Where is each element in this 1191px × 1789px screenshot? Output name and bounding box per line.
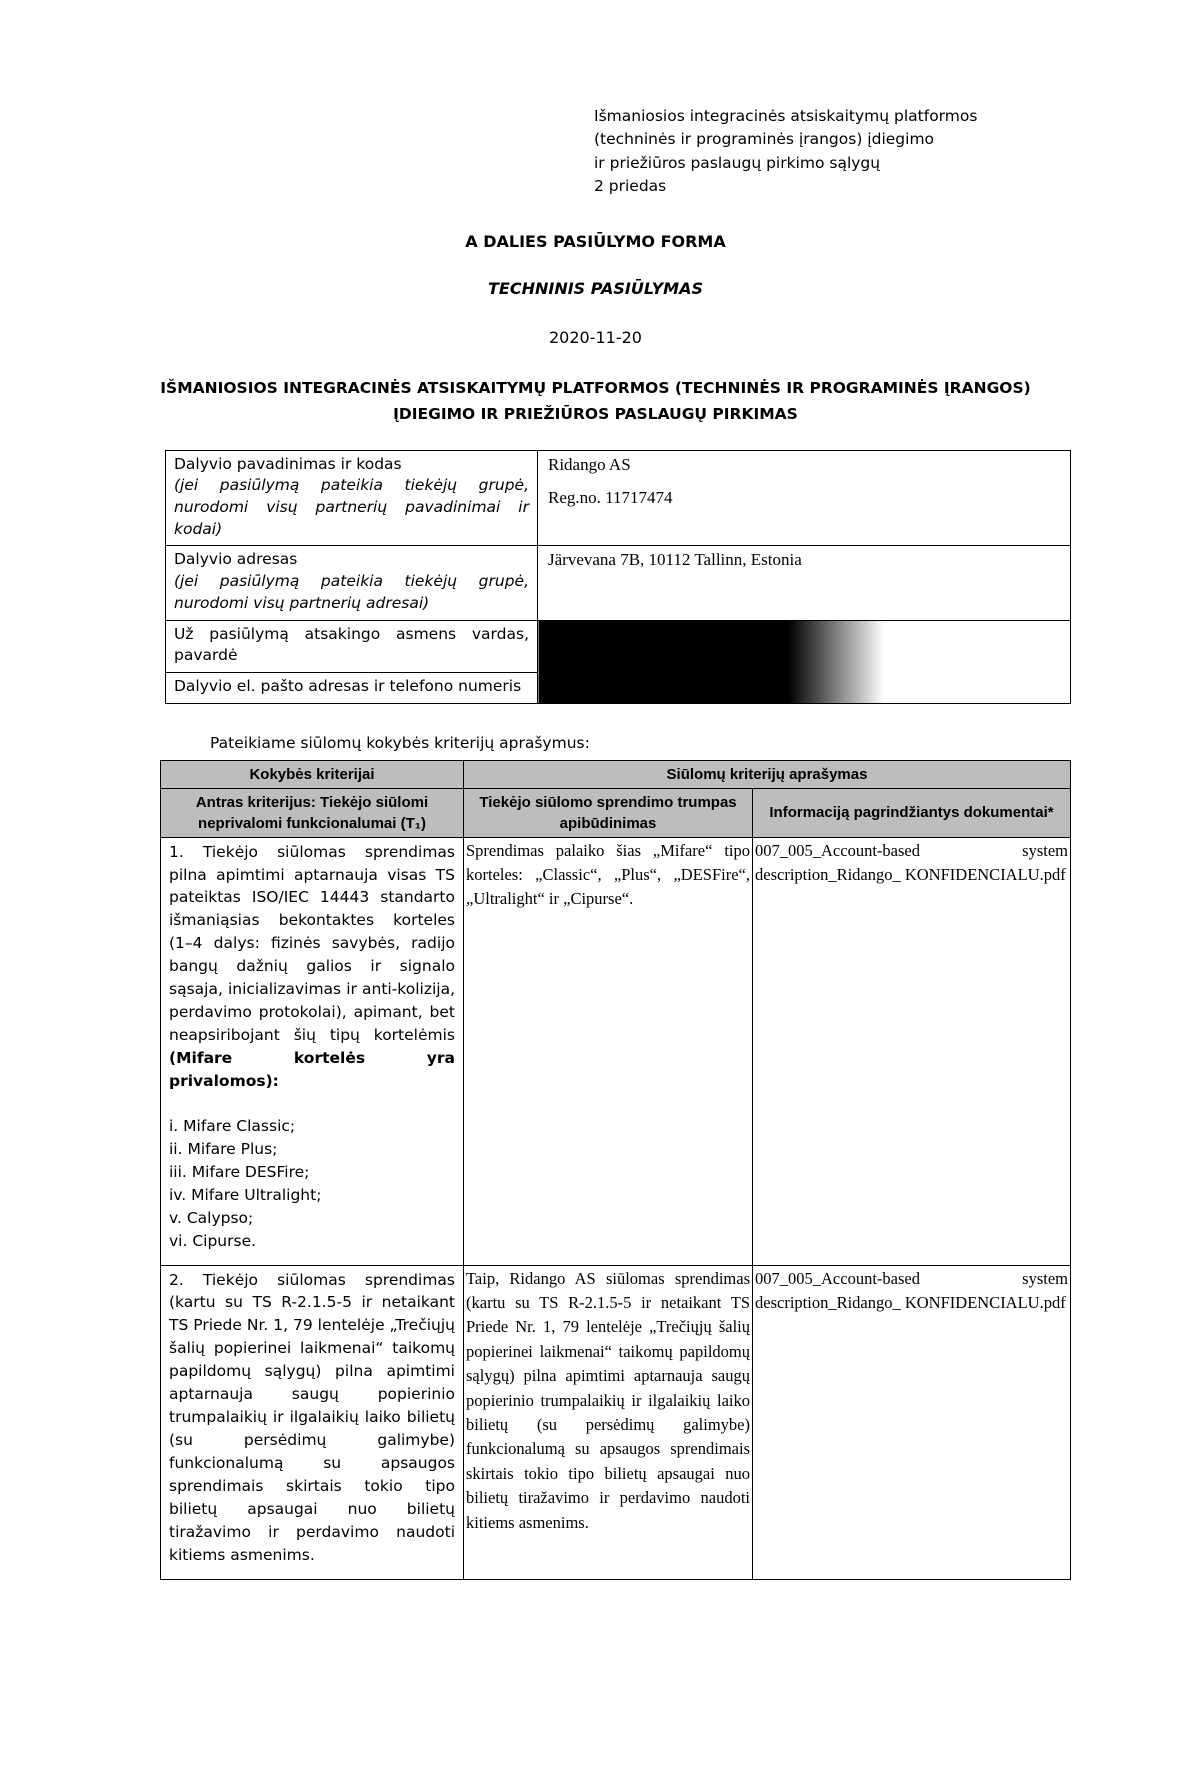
- criteria-header-row-1: [161, 760, 1071, 788]
- row-label: Dalyvio adresas: [174, 550, 298, 569]
- redacted-value-block: [538, 672, 1071, 703]
- list-item: ii. Mifare Plus;: [169, 1139, 278, 1158]
- participant-name: Ridango AS: [548, 454, 631, 474]
- description-1-cell: Sprendimas palaiko šias „Mifare“ tipo korteles: „Classic“, „Plus“, „DESFire“, „Ultralight“ ir „Cipurse“.: [464, 837, 753, 1265]
- participant-address: Järvevana 7B, 10112 Tallinn, Estonia: [548, 550, 802, 570]
- document-page: [0, 105, 1191, 1789]
- list-item: v. Calypso;: [169, 1208, 254, 1227]
- participant-regno: Reg.no. 11717474: [548, 487, 673, 507]
- documents-2-cell: 007_005_Account-based system description_Ridango_ KONFIDENCIALU.pdf: [753, 1265, 1071, 1579]
- criteria-intro: Pateikiame siūlomų kokybės kriterijų aprašymus:: [210, 733, 590, 752]
- criteria-row-1: [161, 837, 1071, 1265]
- corner-note-line: Išmaniosios integracinės atsiskaitymų platformos: [594, 107, 978, 125]
- table-row: [166, 546, 1071, 620]
- criterion-1-text: [169, 841, 455, 1093]
- corner-note-line: (techninės ir programinės įrangos) įdiegimo: [594, 130, 935, 149]
- responsible-person-label-cell: [166, 620, 538, 672]
- criterion-1-card-list: [169, 1115, 455, 1253]
- criteria-row-2: [161, 1265, 1071, 1579]
- criteria-header-row-2: [161, 788, 1071, 837]
- row-label-note: (jei pasiūlymą pateikia tiekėjų grupė, nurodomi visų partnerių pavadinimai ir kodai): [174, 476, 529, 538]
- row-label-note: (jei pasiūlymą pateikia tiekėjų grupė, nurodomi visų partnerių adresai): [174, 572, 529, 612]
- participant-name-label-cell: [166, 450, 538, 546]
- header-solution-description: Tiekėjo siūlomo sprendimo trumpas apibūdinimas: [464, 788, 753, 837]
- table-row: [166, 672, 1071, 703]
- list-item: vi. Cipurse.: [169, 1231, 257, 1250]
- participant-name-value-cell: [538, 450, 1071, 546]
- participant-table: [165, 450, 1071, 704]
- header-supporting-documents: Informaciją pagrindžiantys dokumentai*: [753, 788, 1071, 837]
- criteria-table: [160, 760, 1071, 1580]
- participant-address-label-cell: [166, 546, 538, 620]
- contact-info-label-cell: [166, 672, 538, 703]
- form-title: A DALIES PASIŪLYMO FORMA: [465, 232, 726, 251]
- corner-note: [594, 105, 1191, 198]
- document-date: 2020-11-20: [549, 328, 642, 347]
- header-second-criterion: Antras kriterijus: Tiekėjo siūlomi neprivalomi funkcionalumai (T₁): [161, 788, 464, 837]
- criterion-1-bold: (Mifare kortelės yra privalomos):: [169, 1049, 455, 1090]
- row-label: Dalyvio el. pašto adresas ir telefono numeris: [174, 676, 522, 695]
- description-2-cell: Taip, Ridango AS siūlomas sprendimas (kartu su TS R-2.1.5-5 ir netaikant TS Priede Nr. 1, 79 lentelėje „Trečiųjų šalių popierinei laikmenai“ taikomų papildomų sąlygų) pilna apimtimi aptarnauja saugų popierinio trumpalaikių ir ilgalaikių laiko bilietų (su persėdimų galimybe) funkcionalumą su apsaugos sprendimais skirtais tokio tipo bilietų apsaugai nuo bilietų tiražavimo ir perdavimo naudoti kitiems asmenims.: [464, 1265, 753, 1579]
- main-heading: IŠMANIOSIOS INTEGRACINĖS ATSISKAITYMŲ PLATFORMOS (TECHNINĖS IR PROGRAMINĖS ĮRANGOS) ĮDIEGIMO IR PRIEŽIŪROS PASLAUGŲ PIRKIMAS: [160, 379, 1031, 424]
- list-item: iii. Mifare DESFire;: [169, 1162, 310, 1181]
- corner-note-line: ir priežiūros paslaugų pirkimo sąlygų: [594, 153, 881, 172]
- corner-note-line: 2 priedas: [594, 176, 667, 195]
- table-row: [166, 620, 1071, 672]
- header-criteria-description: Siūlomų kriterijų aprašymas: [464, 760, 1071, 788]
- redacted-value-block: [538, 620, 1071, 672]
- header-quality-criteria: Kokybės kriterijai: [161, 760, 464, 788]
- row-label: Už pasiūlymą atsakingo asmens vardas, pavardė: [174, 624, 529, 665]
- criterion-1-main: 1. Tiekėjo siūlomas sprendimas pilna apimtimi aptarnauja visas TS pateiktas ISO/IEC 14443 standarto išmaniąsias bekontaktes korteles (1–4 dalys: fizinės savybės, radijo bangų dažnių galios ir signalo sąsaja, inicializavimas ir anti-kolizija, perdavimo protokolai), apimant, bet neapsiribojant šių tipų kortelėmis: [169, 842, 455, 1045]
- criterion-1-cell: [161, 837, 464, 1265]
- list-item: i. Mifare Classic;: [169, 1116, 296, 1135]
- document-subtitle: TECHNINIS PASIŪLYMAS: [488, 279, 703, 298]
- list-item: iv. Mifare Ultralight;: [169, 1185, 322, 1204]
- participant-address-value-cell: [538, 546, 1071, 620]
- row-label: Dalyvio pavadinimas ir kodas: [174, 454, 402, 473]
- documents-1-cell: 007_005_Account-based system description_Ridango_ KONFIDENCIALU.pdf: [753, 837, 1071, 1265]
- table-row: [166, 450, 1071, 546]
- criterion-2-cell: 2. Tiekėjo siūlomas sprendimas (kartu su TS R-2.1.5-5 ir netaikant TS Priede Nr. 1, 79 lentelėje „Trečiųjų šalių popierinei laikmenai“ taikomų papildomų sąlygų) pilna apimtimi aptarnauja saugų popierinio trumpalaikių ir ilgalaikių laiko bilietų (su persėdimų galimybe) funkcionalumą su apsaugos sprendimais skirtais tokio tipo bilietų apsaugai nuo bilietų tiražavimo ir perdavimo naudoti kitiems asmenims.: [161, 1265, 464, 1579]
